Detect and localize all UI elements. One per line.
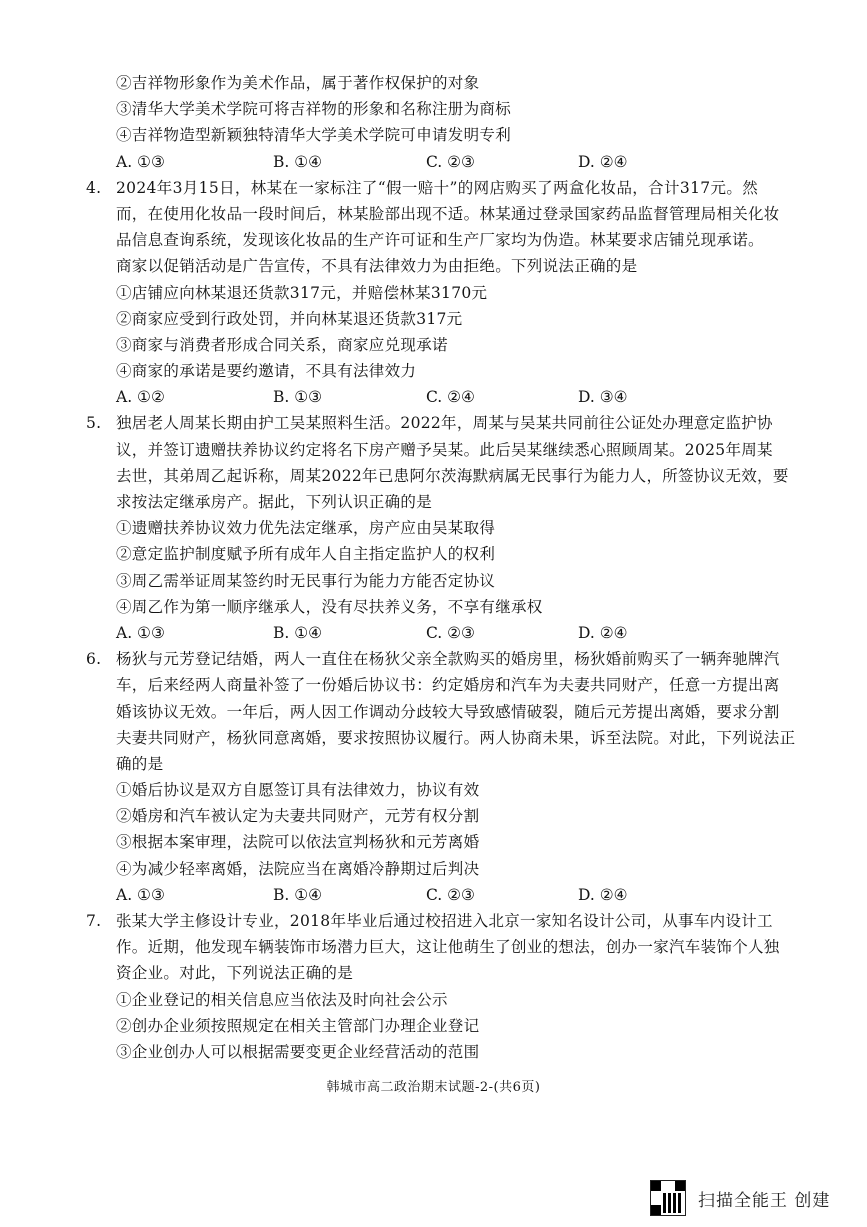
q5-choices — [116, 620, 867, 646]
q5-stem-line: 5. 独居老人周某长期由护工吴某照料生活。2022年，周某与吴某共同前往公证处办理意定监护协 — [116, 410, 758, 436]
q3-option-2: ②吉祥物形象作为美术作品，属于著作权保护的对象 — [116, 74, 480, 92]
q6-stem-line: 婚该协议无效。一年后，两人因工作调动分歧较大导致感情破裂，随后元芳提出离婚，要求分割 — [116, 702, 780, 721]
q4-choice-d: D. ③④ — [578, 388, 628, 407]
q4-stem-line: 品信息查询系统，发现该化妆品的生产许可证和生产厂家均为伪造。林某要求店铺兑现承诺。 — [116, 231, 764, 250]
q7-option-3: ③企业创办人可以根据需要变更企业经营活动的范围 — [116, 1042, 480, 1061]
q6-option-4: ④为减少轻率离婚，法院应当在离婚冷静期过后判决 — [116, 859, 480, 878]
q4-option-4: ④商家的承诺是要约邀请，不具有法律效力 — [116, 362, 417, 381]
scanner-watermark-text: 扫描全能王 创建 — [698, 1190, 831, 1211]
q5-option-4: ④周乙作为第一顺序继承人，没有尽扶养义务，不享有继承权 — [116, 597, 543, 616]
q6-choices — [116, 882, 867, 908]
q5-stem-line: 求按法定继承房产。据此，下列认识正确的是 — [116, 493, 433, 511]
q7-stem-line: 7. 张某大学主修设计专业，2018年毕业后通过校招进入北京一家知名设计公司，从事车内设计工 — [116, 908, 758, 934]
q6-stem-line: 车，后来经两人商量补签了一份婚后协议书：约定婚房和汽车为夫妻共同财产，任意一方提出离 — [116, 676, 780, 695]
q4-choice-b: B. ①③ — [273, 388, 323, 407]
q4-option-1: ①店铺应向林某退还货款317元，并赔偿林某3170元 — [116, 283, 488, 302]
q4-choice-a: A. ①② — [116, 388, 165, 407]
q4-option-2: ②商家应受到行政处罚，并向林某退还货款317元 — [116, 309, 463, 328]
q4-stem-line: 4. 2024年3月15日，林某在一家标注了“假一赔十”的网店购买了两盒化妆品，合计317元。然 — [116, 175, 758, 201]
q5-stem-line: 议，并签订遗赠扶养协议约定将名下房产赠予吴某。此后吴某继续悉心照顾周某。2025年周某 — [116, 440, 773, 459]
q6-choice-b: B. ①④ — [273, 885, 323, 904]
q7-option-2: ②创办企业须按照规定在相关主管部门办理企业登记 — [116, 1016, 480, 1035]
q3-choice-b: B. ①④ — [273, 152, 323, 171]
page-footer: 韩城市高二政治期末试题-2-(共6页) — [326, 1080, 541, 1095]
q7-number: 7. — [86, 912, 102, 930]
q6-number: 6. — [86, 650, 102, 669]
qr-code-icon — [650, 1180, 686, 1216]
q6-choice-c: C. ②③ — [426, 885, 475, 904]
q5-option-1: ①遗赠扶养协议效力优先法定继承，房产应由吴某取得 — [116, 519, 496, 538]
q7-option-1: ①企业登记的相关信息应当依法及时向社会公示 — [116, 990, 448, 1009]
q5-number: 5. — [86, 414, 102, 433]
q6-option-2: ②婚房和汽车被认定为夫妻共同财产，元芳有权分割 — [116, 807, 480, 826]
q3-choices — [116, 149, 867, 175]
q7-stem-line: 作。近期，他发现车辆装饰市场潜力巨大，这让他萌生了创业的想法，创办一家汽车装饰个人独 — [116, 938, 780, 957]
q6-stem-line: 夫妻共同财产，杨狄同意离婚，要求按照协议履行。两人协商未果，诉至法院。对此，下列说法正 — [116, 728, 796, 747]
q6-option-1: ①婚后协议是双方自愿签订具有法律效力，协议有效 — [116, 781, 480, 800]
scanner-watermark — [650, 1180, 830, 1216]
q3-option-3: ③清华大学美术学院可将吉祥物的形象和名称注册为商标 — [116, 100, 512, 119]
q5-choice-a: A. ①③ — [116, 623, 165, 642]
q4-choice-c: C. ②④ — [426, 388, 475, 407]
q4-choices — [116, 384, 867, 410]
q5-option-2: ②意定监护制度赋予所有成年人自主指定监护人的权利 — [116, 545, 496, 564]
q6-stem-line: 6. 杨狄与元芳登记结婚，两人一直住在杨狄父亲全款购买的婚房里，杨狄婚前购买了一辆奔驰牌汽 — [116, 646, 758, 672]
q3-choice-c: C. ②③ — [426, 152, 475, 171]
q6-choice-d: D. ②④ — [578, 885, 628, 904]
exam-content — [0, 70, 867, 1065]
q5-option-3: ③周乙需举证周某签约时无民事行为能力方能否定协议 — [116, 571, 496, 590]
q4-stem-line: 而，在使用化妆品一段时间后，林某脸部出现不适。林某通过登录国家药品监督管理局相关化妆 — [116, 204, 780, 223]
q3-choice-a: A. ①③ — [116, 152, 165, 171]
q6-stem-line: 确的是 — [116, 754, 164, 773]
q3-choice-d: D. ②④ — [578, 152, 628, 171]
q7-stem-line: 资企业。对此，下列说法正确的是 — [116, 964, 354, 983]
q5-choice-d: D. ②④ — [578, 623, 628, 642]
q4-stem-line: 商家以促销活动是广告宣传，不具有法律效力为由拒绝。下列说法正确的是 — [116, 257, 638, 276]
q6-choice-a: A. ①③ — [116, 885, 165, 904]
q5-stem-line: 去世，其弟周乙起诉称，周某2022年已患阿尔茨海默病属无民事行为能力人，所签协议无效，要 — [116, 466, 789, 485]
q6-option-3: ③根据本案审理，法院可以依法宣判杨狄和元芳离婚 — [116, 833, 480, 852]
q5-choice-b: B. ①④ — [273, 623, 323, 642]
q4-option-3: ③商家与消费者形成合同关系，商家应兑现承诺 — [116, 335, 448, 354]
q4-number: 4. — [86, 178, 102, 197]
q5-choice-c: C. ②③ — [426, 623, 475, 642]
q3-option-4: ④吉祥物造型新颖独特清华大学美术学院可申请发明专利 — [116, 126, 512, 145]
